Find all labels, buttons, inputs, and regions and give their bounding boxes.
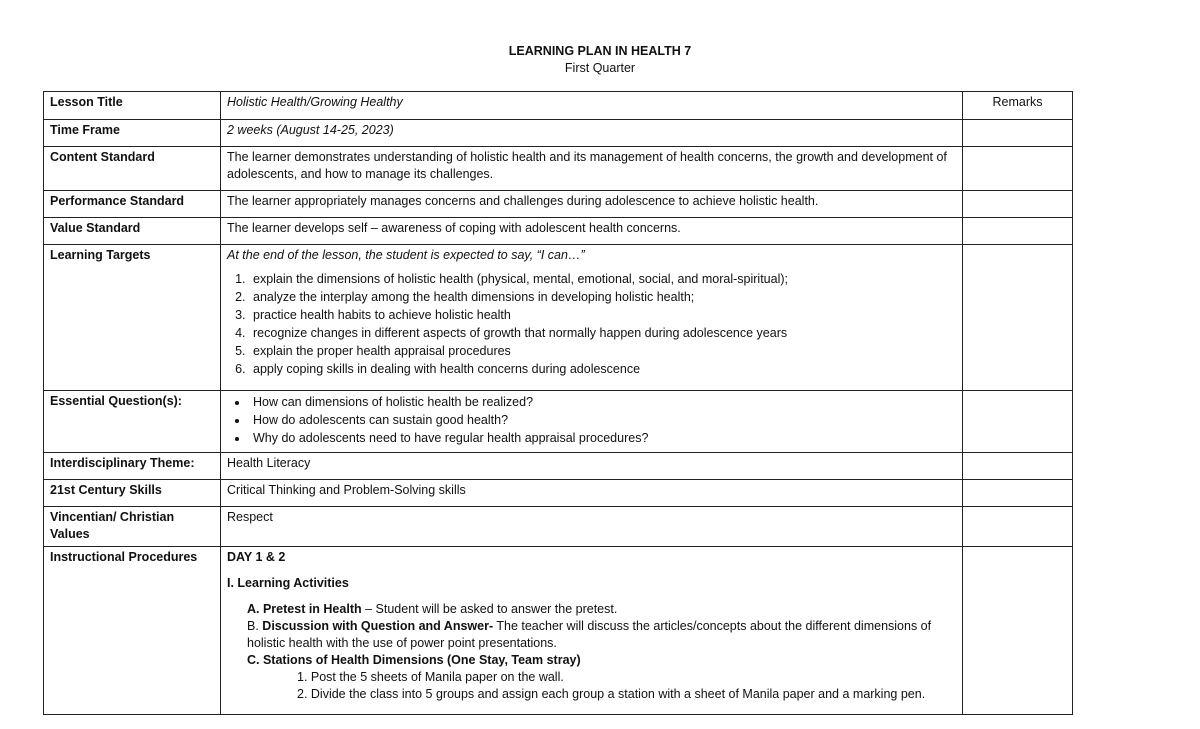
label-21st-century-skills: 21st Century Skills	[44, 480, 221, 507]
remarks-cell	[963, 120, 1073, 147]
remarks-cell	[963, 191, 1073, 218]
value-values: Respect	[221, 507, 963, 547]
value-value-standard: The learner develops self – awareness of coping with adolescent health concerns.	[221, 218, 963, 245]
row-lesson-title	[44, 92, 1073, 120]
activity-b	[227, 618, 956, 652]
row-time-frame	[44, 120, 1073, 147]
value-interdisciplinary-theme: Health Literacy	[221, 453, 963, 480]
value-instructional-procedures	[221, 547, 963, 715]
day-heading: DAY 1 & 2	[227, 550, 286, 564]
label-learning-targets: Learning Targets	[44, 245, 221, 391]
list-item: • How can dimensions of holistic health be realized?	[249, 393, 956, 411]
remarks-header: Remarks	[963, 92, 1073, 120]
remarks-cell	[963, 218, 1073, 245]
label-performance-standard: Performance Standard	[44, 191, 221, 218]
learning-targets-intro: At the end of the lesson, the student is expected to say, “I can…”	[227, 248, 585, 262]
document-subtitle: First Quarter	[564, 61, 636, 75]
list-item: 2. analyze the interplay among the health dimensions in developing holistic health;	[249, 288, 956, 306]
activity-c-step: 2. Divide the class into 5 groups and assign each group a station with a sheet of Manila paper and a marking pen.	[297, 687, 926, 701]
label-values: Vincentian/ Christian Values	[44, 507, 221, 547]
learning-activities-heading: I. Learning Activities	[227, 576, 349, 590]
row-21st-century-skills	[44, 480, 1073, 507]
value-time-frame: 2 weeks (August 14-25, 2023)	[221, 120, 963, 147]
remarks-cell	[963, 507, 1073, 547]
remarks-cell	[963, 453, 1073, 480]
label-interdisciplinary-theme: Interdisciplinary Theme:	[44, 453, 221, 480]
label-lesson-title: Lesson Title	[44, 92, 221, 120]
remarks-cell	[963, 391, 1073, 453]
learning-plan-table	[43, 91, 1073, 715]
value-lesson-title: Holistic Health/Growing Healthy	[221, 92, 963, 120]
list-item: 4. recognize changes in different aspects of growth that normally happen during adolescence years	[249, 324, 956, 342]
row-performance-standard	[44, 191, 1073, 218]
list-item: • Why do adolescents need to have regular health appraisal procedures?	[249, 429, 956, 447]
list-item: • How do adolescents can sustain good health?	[249, 411, 956, 429]
activity-b-text: The teacher will discuss the articles/concepts about the different dimensions of holistic health with the use of power point presentations.	[247, 619, 932, 650]
list-item: 5. explain the proper health appraisal procedures	[249, 342, 956, 360]
value-learning-targets	[221, 245, 963, 391]
activity-a-title: A. Pretest in Health	[247, 602, 362, 616]
essential-questions-list	[227, 393, 956, 447]
row-learning-targets	[44, 245, 1073, 391]
row-values	[44, 507, 1073, 547]
remarks-cell	[963, 245, 1073, 391]
remarks-cell	[963, 147, 1073, 191]
remarks-cell	[963, 547, 1073, 715]
learning-targets-list	[227, 270, 956, 378]
value-21st-century-skills: Critical Thinking and Problem-Solving skills	[221, 480, 963, 507]
list-item: 3. practice health habits to achieve holistic health	[249, 306, 956, 324]
activity-a-text: – Student will be asked to answer the pretest.	[361, 602, 618, 616]
activity-b-title: Discussion with Question and Answer-	[262, 619, 494, 633]
remarks-cell	[963, 480, 1073, 507]
row-content-standard	[44, 147, 1073, 191]
label-instructional-procedures: Instructional Procedures	[44, 547, 221, 715]
value-essential-questions	[221, 391, 963, 453]
label-time-frame: Time Frame	[44, 120, 221, 147]
value-content-standard: The learner demonstrates understanding of holistic health and its management of health concerns, the growth and development of adolescents, and how to manage its challenges.	[221, 147, 963, 191]
row-instructional-procedures	[44, 547, 1073, 715]
list-item: 6. apply coping skills in dealing with health concerns during adolescence	[249, 360, 956, 378]
value-performance-standard: The learner appropriately manages concerns and challenges during adolescence to achieve holistic health.	[221, 191, 963, 218]
activity-b-prefix: B.	[247, 619, 263, 633]
row-interdisciplinary-theme	[44, 453, 1073, 480]
activity-a	[227, 601, 956, 618]
activity-c-step: 1. Post the 5 sheets of Manila paper on the wall.	[297, 670, 564, 684]
row-value-standard	[44, 218, 1073, 245]
label-value-standard: Value Standard	[44, 218, 221, 245]
list-item: 1. explain the dimensions of holistic health (physical, mental, emotional, social, and moral-spiritual);	[249, 270, 956, 288]
label-essential-questions: Essential Question(s):	[44, 391, 221, 453]
row-essential-questions	[44, 391, 1073, 453]
document-title: LEARNING PLAN IN HEALTH 7	[508, 44, 692, 58]
label-content-standard: Content Standard	[44, 147, 221, 191]
activity-c-heading: C. Stations of Health Dimensions (One Stay, Team stray)	[247, 653, 581, 667]
